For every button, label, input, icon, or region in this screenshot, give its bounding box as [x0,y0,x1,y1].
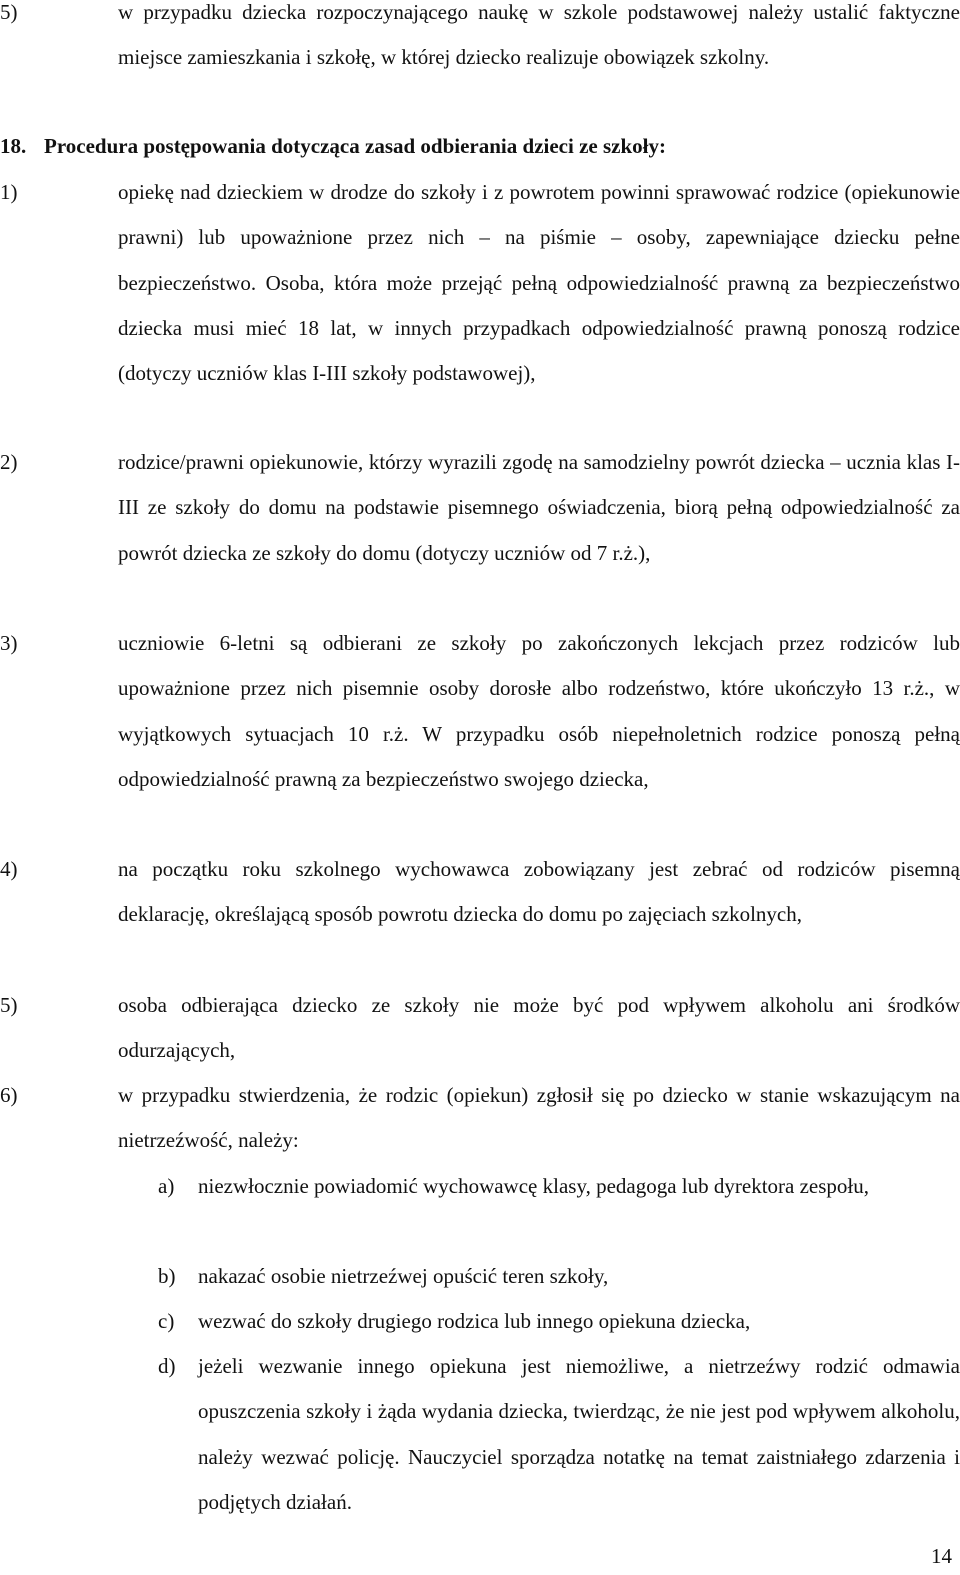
item-text: osoba odbierająca dziecko ze szkoły nie może być pod wpływem alkoholu ani środków odurzających, [118,993,960,1063]
sub-item-b [0,1254,960,1299]
list-item-4 [0,847,960,938]
list-item-6 [0,1073,960,1164]
list-item-1 [0,170,960,396]
sub-item-text: wezwać do szkoły drugiego rodzica lub innego opiekuna dziecka, [198,1309,751,1333]
item-number: 3) [0,631,18,655]
sub-item-letter: d) [158,1354,176,1378]
item-text: w przypadku dziecka rozpoczynającego naukę w szkole podstawowej należy ustalić faktyczne miejsce zamieszkania i szkołę, w której dziecko realizuje obowiązek szkolny. [118,0,960,70]
section-number: 18. [0,134,27,158]
item-number: 1) [0,180,18,204]
section-heading [0,124,960,169]
item-text: w przypadku stwierdzenia, że rodzic (opiekun) zgłosił się po dziecko w stanie wskazującym na nietrzeźwość, należy: [118,1083,960,1153]
list-item-2 [0,440,960,576]
sub-item-d [0,1344,960,1525]
sub-item-text: nakazać osobie nietrzeźwej opuścić teren szkoły, [198,1264,609,1288]
list-item-5 [0,983,960,1074]
sub-item-text: niezwłocznie powiadomić wychowawcę klasy, pedagoga lub dyrektora zespołu, [198,1174,869,1198]
sub-item-text: jeżeli wezwanie innego opiekuna jest niemożliwe, a nietrzeźwy rodzić odmawia opuszczenia szkoły i żąda wydania dziecka, twierdząc, że nie jest pod wpływem alkoholu, należy wezwać policję. Nauczyciel sporządza notatkę na temat zaistniałego zdarzenia i podjętych działań. [198,1354,960,1514]
sub-item-letter: b) [158,1264,176,1288]
list-item-5-continued [0,0,960,81]
item-number: 6) [0,1083,18,1107]
sub-item-c [0,1299,960,1344]
item-number: 5) [0,0,18,24]
item-text: rodzice/prawni opiekunowie, którzy wyrazili zgodę na samodzielny powrót dziecka – ucznia klas I-III ze szkoły do domu na podstawie pisemnego oświadczenia, biorą pełną odpowiedzialność za powrót dziecka ze szkoły do domu (dotyczy uczniów od 7 r.ż.), [118,450,960,565]
sub-item-a [0,1164,960,1209]
sub-item-letter: c) [158,1309,175,1333]
item-number: 4) [0,857,18,881]
list-item-3 [0,621,960,802]
item-text: na początku roku szkolnego wychowawca zobowiązany jest zebrać od rodziców pisemną deklarację, określającą sposób powrotu dziecka do domu po zajęciach szkolnych, [118,857,960,927]
page-number: 14 [931,1544,952,1568]
item-number: 2) [0,450,18,474]
sub-item-letter: a) [158,1174,175,1198]
section-title: Procedura postępowania dotycząca zasad odbierania dzieci ze szkoły: [44,134,666,158]
item-text: uczniowie 6-letni są odbierani ze szkoły po zakończonych lekcjach przez rodziców lub upoważnione przez nich pisemnie osoby dorosłe albo rodzeństwo, które ukończyło 13 r.ż., w wyjątkowych sytuacjach 10 r.ż. W przypadku osób niepełnoletnich rodzice ponoszą pełną odpowiedzialność prawną za bezpieczeństwo swojego dziecka, [118,631,960,791]
item-text: opiekę nad dzieckiem w drodze do szkoły i z powrotem powinni sprawować rodzice (opiekunowie prawni) lub upoważnione przez nich – na piśmie – osoby, zapewniające dziecku pełne bezpieczeństwo. Osoba, która może przejąć pełną odpowiedzialność prawną za bezpieczeństwo dziecka musi mieć 18 lat, w innych przypadkach odpowiedzialność prawną ponoszą rodzice (dotyczy uczniów klas I-III szkoły podstawowej), [118,180,960,386]
item-number: 5) [0,993,18,1017]
